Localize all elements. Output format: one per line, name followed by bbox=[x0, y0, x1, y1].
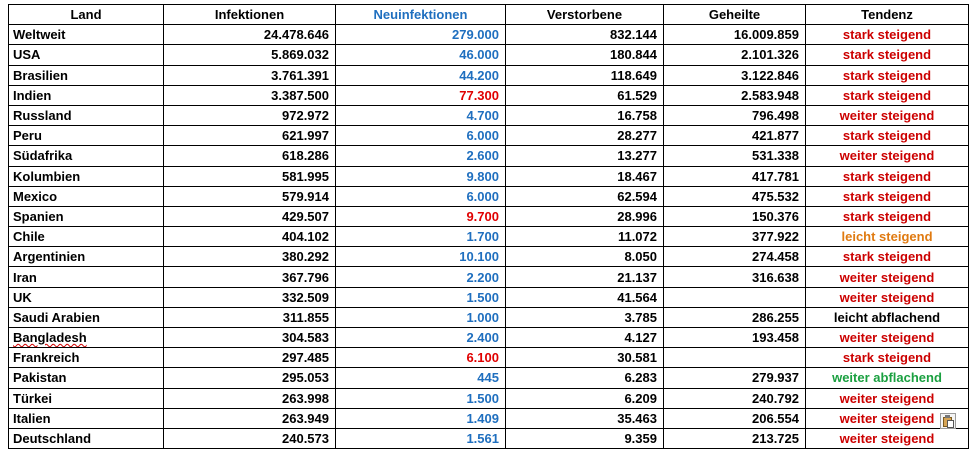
cell-neuinfektionen[interactable]: 77.300 bbox=[336, 85, 506, 105]
cell-infektionen[interactable]: 263.998 bbox=[164, 388, 336, 408]
cell-geheilte[interactable]: 286.255 bbox=[664, 307, 806, 327]
cell-neuinfektionen[interactable]: 279.000 bbox=[336, 25, 506, 45]
cell-land[interactable] bbox=[9, 328, 164, 348]
cell-neuinfektionen[interactable]: 46.000 bbox=[336, 45, 506, 65]
cell-geheilte[interactable]: 421.877 bbox=[664, 126, 806, 146]
cell-geheilte[interactable]: 3.122.846 bbox=[664, 65, 806, 85]
cell-geheilte[interactable] bbox=[664, 287, 806, 307]
cell-verstorbene[interactable]: 118.649 bbox=[506, 65, 664, 85]
table-row bbox=[9, 247, 969, 267]
cell-neuinfektionen[interactable]: 44.200 bbox=[336, 65, 506, 85]
table-row bbox=[9, 428, 969, 448]
cell-geheilte[interactable]: 279.937 bbox=[664, 368, 806, 388]
cell-verstorbene[interactable]: 180.844 bbox=[506, 45, 664, 65]
cell-land[interactable]: Pakistan bbox=[9, 368, 164, 388]
header-geheilte[interactable]: Geheilte bbox=[664, 5, 806, 25]
cell-land[interactable]: Kolumbien bbox=[9, 166, 164, 186]
cell-infektionen[interactable]: 332.509 bbox=[164, 287, 336, 307]
cell-tendenz[interactable]: stark steigend bbox=[806, 247, 969, 267]
cell-tendenz[interactable]: weiter steigend bbox=[806, 267, 969, 287]
cell-tendenz[interactable]: weiter steigend bbox=[806, 388, 969, 408]
cell-neuinfektionen[interactable]: 1.561 bbox=[336, 428, 506, 448]
cell-tendenz[interactable]: weiter steigend bbox=[806, 328, 969, 348]
cell-verstorbene[interactable]: 28.996 bbox=[506, 206, 664, 226]
cell-land[interactable]: Südafrika bbox=[9, 146, 164, 166]
cell-neuinfektionen[interactable]: 2.200 bbox=[336, 267, 506, 287]
cell-land[interactable]: Saudi Arabien bbox=[9, 307, 164, 327]
cell-infektionen[interactable]: 5.869.032 bbox=[164, 45, 336, 65]
cell-geheilte[interactable]: 193.458 bbox=[664, 328, 806, 348]
cell-infektionen[interactable]: 295.053 bbox=[164, 368, 336, 388]
cell-neuinfektionen[interactable]: 1.409 bbox=[336, 408, 506, 428]
cell-geheilte[interactable] bbox=[664, 348, 806, 368]
table-row bbox=[9, 348, 969, 368]
cell-land[interactable]: Argentinien bbox=[9, 247, 164, 267]
paste-options-icon[interactable] bbox=[940, 413, 956, 429]
cell-land[interactable]: Mexico bbox=[9, 186, 164, 206]
cell-land[interactable]: Italien bbox=[9, 408, 164, 428]
cell-infektionen[interactable]: 24.478.646 bbox=[164, 25, 336, 45]
cell-neuinfektionen[interactable]: 2.400 bbox=[336, 328, 506, 348]
cell-tendenz[interactable]: stark steigend bbox=[806, 85, 969, 105]
cell-geheilte[interactable]: 417.781 bbox=[664, 166, 806, 186]
cell-verstorbene[interactable]: 6.283 bbox=[506, 368, 664, 388]
cell-geheilte[interactable]: 206.554 bbox=[664, 408, 806, 428]
table-row bbox=[9, 388, 969, 408]
cell-neuinfektionen[interactable]: 1.500 bbox=[336, 287, 506, 307]
cell-tendenz[interactable]: leicht abflachend bbox=[806, 307, 969, 327]
cell-verstorbene[interactable]: 21.137 bbox=[506, 267, 664, 287]
cell-land[interactable]: Chile bbox=[9, 227, 164, 247]
cell-infektionen[interactable]: 297.485 bbox=[164, 348, 336, 368]
cell-infektionen[interactable]: 380.292 bbox=[164, 247, 336, 267]
cell-neuinfektionen[interactable]: 10.100 bbox=[336, 247, 506, 267]
cell-land[interactable]: Russland bbox=[9, 105, 164, 125]
cell-land[interactable]: Spanien bbox=[9, 206, 164, 226]
table-row bbox=[9, 287, 969, 307]
cell-infektionen[interactable]: 263.949 bbox=[164, 408, 336, 428]
cell-infektionen[interactable]: 3.387.500 bbox=[164, 85, 336, 105]
cell-geheilte[interactable]: 150.376 bbox=[664, 206, 806, 226]
cell-tendenz[interactable]: stark steigend bbox=[806, 348, 969, 368]
cell-neuinfektionen[interactable]: 4.700 bbox=[336, 105, 506, 125]
clipboard-clip-shape bbox=[945, 415, 950, 418]
cell-infektionen[interactable]: 240.573 bbox=[164, 428, 336, 448]
header-infektionen[interactable]: Infektionen bbox=[164, 5, 336, 25]
cell-verstorbene[interactable]: 35.463 bbox=[506, 408, 664, 428]
header-land[interactable]: Land bbox=[9, 5, 164, 25]
cell-geheilte[interactable]: 475.532 bbox=[664, 186, 806, 206]
cell-verstorbene[interactable]: 30.581 bbox=[506, 348, 664, 368]
cell-infektionen[interactable]: 621.997 bbox=[164, 126, 336, 146]
cell-verstorbene[interactable]: 6.209 bbox=[506, 388, 664, 408]
cell-land[interactable]: Peru bbox=[9, 126, 164, 146]
cell-verstorbene[interactable]: 9.359 bbox=[506, 428, 664, 448]
table-row bbox=[9, 25, 969, 45]
table-row bbox=[9, 166, 969, 186]
table-row bbox=[9, 146, 969, 166]
cell-verstorbene[interactable]: 832.144 bbox=[506, 25, 664, 45]
table-row bbox=[9, 368, 969, 388]
table-row bbox=[9, 206, 969, 226]
header-neuinfektionen[interactable]: Neuinfektionen bbox=[336, 5, 506, 25]
table-row bbox=[9, 186, 969, 206]
cell-infektionen[interactable]: 579.914 bbox=[164, 186, 336, 206]
cell-verstorbene[interactable]: 61.529 bbox=[506, 85, 664, 105]
cell-geheilte[interactable]: 377.922 bbox=[664, 227, 806, 247]
table-row bbox=[9, 85, 969, 105]
cell-tendenz[interactable]: stark steigend bbox=[806, 25, 969, 45]
cell-verstorbene[interactable]: 28.277 bbox=[506, 126, 664, 146]
table-row bbox=[9, 65, 969, 85]
table-body bbox=[9, 25, 969, 449]
cell-infektionen[interactable]: 311.855 bbox=[164, 307, 336, 327]
cell-land[interactable]: Frankreich bbox=[9, 348, 164, 368]
cell-neuinfektionen[interactable]: 1.500 bbox=[336, 388, 506, 408]
clipboard-sheet-shape bbox=[947, 420, 954, 428]
table-row bbox=[9, 126, 969, 146]
cell-land[interactable]: Iran bbox=[9, 267, 164, 287]
cell-verstorbene[interactable]: 3.785 bbox=[506, 307, 664, 327]
cell-land[interactable]: Deutschland bbox=[9, 428, 164, 448]
covid-table bbox=[8, 4, 969, 449]
cell-verstorbene[interactable]: 11.072 bbox=[506, 227, 664, 247]
cell-tendenz[interactable]: weiter steigend bbox=[806, 105, 969, 125]
cell-tendenz[interactable]: stark steigend bbox=[806, 186, 969, 206]
cell-neuinfektionen[interactable]: 6.100 bbox=[336, 348, 506, 368]
header-verstorbene[interactable]: Verstorbene bbox=[506, 5, 664, 25]
cell-tendenz[interactable]: weiter abflachend bbox=[806, 368, 969, 388]
cell-infektionen[interactable]: 404.102 bbox=[164, 227, 336, 247]
table-row bbox=[9, 105, 969, 125]
cell-tendenz[interactable]: stark steigend bbox=[806, 126, 969, 146]
cell-infektionen[interactable]: 429.507 bbox=[164, 206, 336, 226]
cell-infektionen[interactable]: 367.796 bbox=[164, 267, 336, 287]
cell-geheilte[interactable]: 240.792 bbox=[664, 388, 806, 408]
cell-tendenz[interactable]: stark steigend bbox=[806, 166, 969, 186]
cell-neuinfektionen[interactable]: 6.000 bbox=[336, 186, 506, 206]
cell-neuinfektionen[interactable]: 2.600 bbox=[336, 146, 506, 166]
cell-infektionen[interactable]: 618.286 bbox=[164, 146, 336, 166]
cell-tendenz[interactable]: stark steigend bbox=[806, 45, 969, 65]
cell-geheilte[interactable]: 531.338 bbox=[664, 146, 806, 166]
cell-infektionen[interactable]: 972.972 bbox=[164, 105, 336, 125]
cell-geheilte[interactable]: 274.458 bbox=[664, 247, 806, 267]
table-row bbox=[9, 408, 969, 428]
cell-tendenz[interactable]: weiter steigend bbox=[806, 408, 969, 428]
cell-land[interactable]: Indien bbox=[9, 85, 164, 105]
cell-verstorbene[interactable]: 16.758 bbox=[506, 105, 664, 125]
cell-verstorbene[interactable]: 41.564 bbox=[506, 287, 664, 307]
cell-tendenz[interactable]: stark steigend bbox=[806, 206, 969, 226]
cell-verstorbene[interactable]: 8.050 bbox=[506, 247, 664, 267]
cell-neuinfektionen[interactable]: 9.700 bbox=[336, 206, 506, 226]
cell-tendenz[interactable]: leicht steigend bbox=[806, 227, 969, 247]
cell-geheilte[interactable]: 16.009.859 bbox=[664, 25, 806, 45]
header-row bbox=[9, 5, 969, 25]
table-row bbox=[9, 307, 969, 327]
cell-neuinfektionen[interactable]: 6.000 bbox=[336, 126, 506, 146]
cell-tendenz[interactable]: stark steigend bbox=[806, 65, 969, 85]
cell-geheilte[interactable]: 213.725 bbox=[664, 428, 806, 448]
cell-land[interactable]: UK bbox=[9, 287, 164, 307]
cell-tendenz[interactable]: weiter steigend bbox=[806, 428, 969, 448]
cell-land[interactable]: USA bbox=[9, 45, 164, 65]
cell-neuinfektionen[interactable]: 1.700 bbox=[336, 227, 506, 247]
cell-verstorbene[interactable]: 62.594 bbox=[506, 186, 664, 206]
cell-geheilte[interactable]: 2.101.326 bbox=[664, 45, 806, 65]
table-row bbox=[9, 267, 969, 287]
cell-infektionen[interactable]: 581.995 bbox=[164, 166, 336, 186]
cell-verstorbene[interactable]: 18.467 bbox=[506, 166, 664, 186]
cell-land[interactable]: Türkei bbox=[9, 388, 164, 408]
header-tendenz[interactable]: Tendenz bbox=[806, 5, 969, 25]
cell-tendenz[interactable]: weiter steigend bbox=[806, 146, 969, 166]
table-row bbox=[9, 328, 969, 348]
cell-infektionen[interactable]: 3.761.391 bbox=[164, 65, 336, 85]
cell-neuinfektionen[interactable]: 445 bbox=[336, 368, 506, 388]
cell-neuinfektionen[interactable]: 9.800 bbox=[336, 166, 506, 186]
cell-verstorbene[interactable]: 4.127 bbox=[506, 328, 664, 348]
cell-verstorbene[interactable]: 13.277 bbox=[506, 146, 664, 166]
cell-geheilte[interactable]: 316.638 bbox=[664, 267, 806, 287]
cell-tendenz[interactable]: weiter steigend bbox=[806, 287, 969, 307]
cell-land[interactable]: Weltweit bbox=[9, 25, 164, 45]
cell-geheilte[interactable]: 2.583.948 bbox=[664, 85, 806, 105]
cell-land[interactable]: Brasilien bbox=[9, 65, 164, 85]
cell-infektionen[interactable]: 304.583 bbox=[164, 328, 336, 348]
table-row bbox=[9, 45, 969, 65]
spellcheck-marked-text: Bangladesh bbox=[13, 330, 87, 346]
cell-neuinfektionen[interactable]: 1.000 bbox=[336, 307, 506, 327]
cell-geheilte[interactable]: 796.498 bbox=[664, 105, 806, 125]
table-row bbox=[9, 227, 969, 247]
